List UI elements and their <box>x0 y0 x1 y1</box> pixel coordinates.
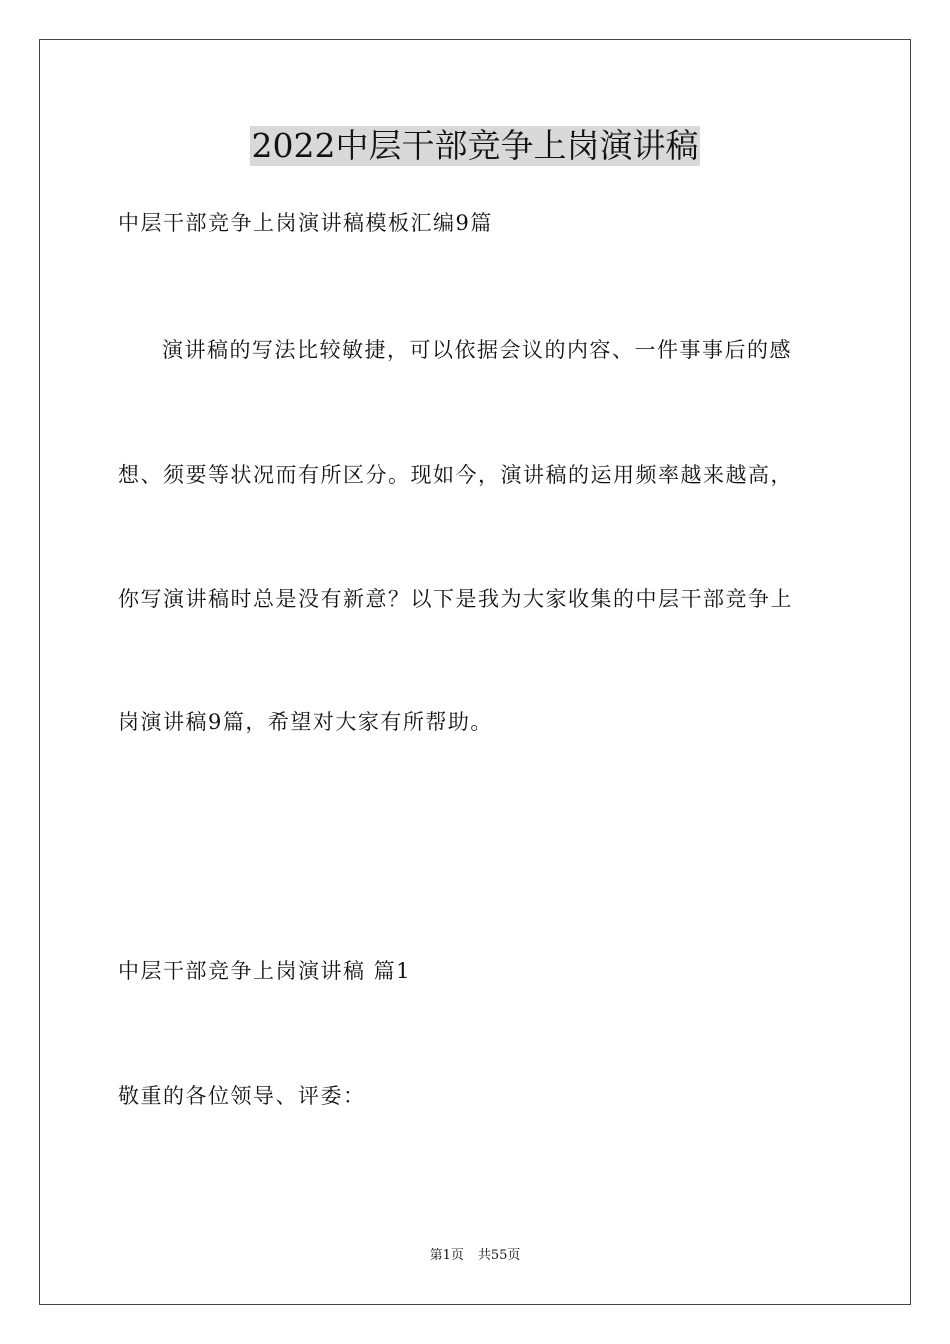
document-title-text: 2022中层干部竞争上岗演讲稿 <box>251 126 699 165</box>
section-heading: 中层干部竞争上岗演讲稿 篇1 <box>118 959 412 983</box>
intro-line-3: 你写演讲稿时总是没有新意？以下是我为大家收集的中层干部竞争上 <box>118 587 793 611</box>
intro-line-2: 想、须要等状况而有所区分。现如今，演讲稿的运用频率越来越高， <box>118 463 793 487</box>
total-pages: 共55页 <box>477 1248 521 1263</box>
intro-line-1: 演讲稿的写法比较敏捷，可以依据会议的内容、一件事事后的感 <box>162 338 792 362</box>
document-title <box>0 126 950 166</box>
document-subtitle: 中层干部竞争上岗演讲稿模板汇编9篇 <box>118 211 493 235</box>
intro-line-4: 岗演讲稿9篇，希望对大家有所帮助。 <box>118 710 493 734</box>
page-footer <box>0 1247 950 1265</box>
salutation: 敬重的各位领导、评委： <box>118 1084 366 1108</box>
page-number: 第1页 <box>429 1248 464 1263</box>
